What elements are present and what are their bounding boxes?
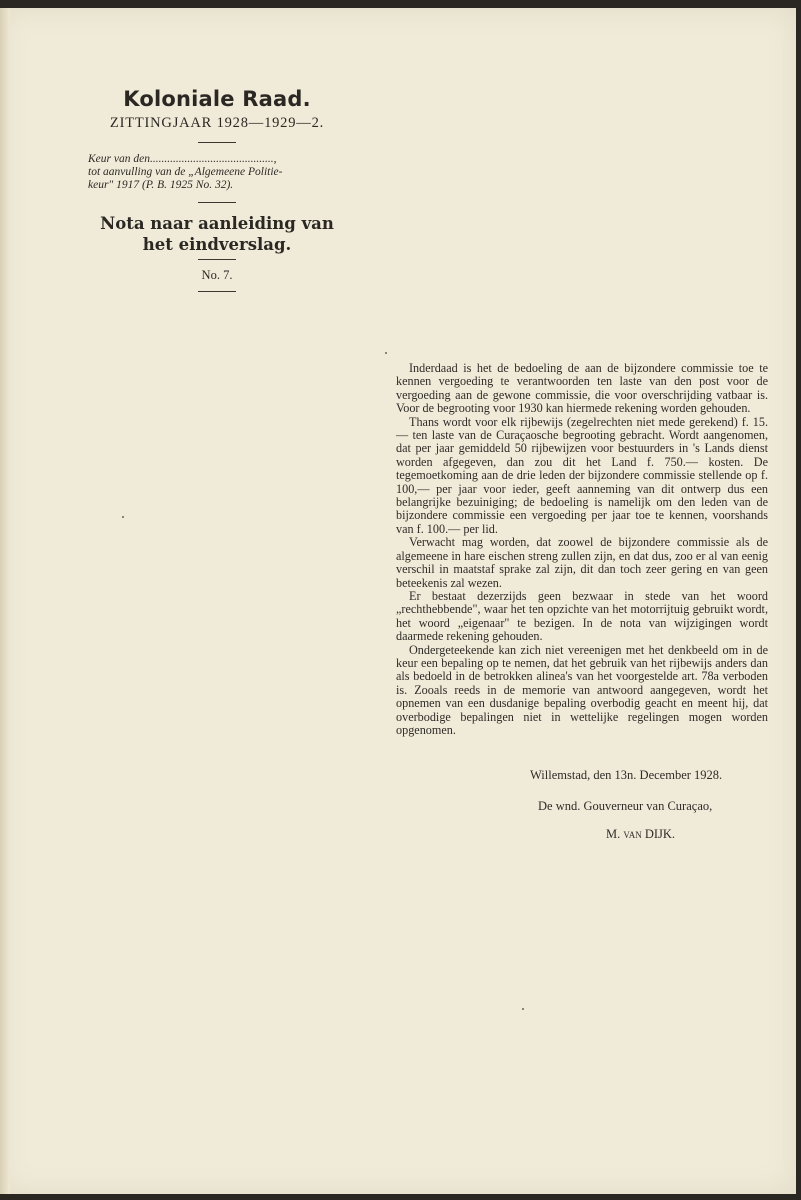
nota-title: Nota naar aanleiding van het eindverslag. [100, 214, 334, 254]
print-speck [522, 1008, 524, 1010]
signatory: M. van DIJK. [606, 827, 676, 841]
body-text [396, 362, 768, 737]
divider [198, 259, 236, 260]
paragraph: Thans wordt voor elk rijbewijs (zegelrechten niet mede gerekend) f. 15.— ten laste van de Curaçaosche begrooting gebracht. Wordt aangenomen, dat per jaar gemiddeld 50 rijbewijzen voor bestuurders in 's Lands dienst worden afgegeven, dan zou dit het Land f. 750.— kosten. De tegemoetkoming aan de drie leden der bijzondere commissie stellende op f. 100,— per jaar voor ieder, geeft aanneming van dit ontwerp dus een belangrijke bezuiniging; de bedoeling is namelijk om den leden van de bijzondere commissie een vergoeding per jaar toe te kennen, voorshands van f. 100.— per lid. [396, 414, 768, 536]
print-speck [385, 352, 387, 354]
divider [198, 291, 236, 292]
session-subtitle: ZITTINGJAAR 1928—1929—2. [109, 115, 325, 131]
keur-line: Keur van den..........................................., [88, 153, 277, 165]
nota-number: No. 7. [201, 268, 233, 282]
divider [198, 142, 236, 143]
paragraph: Er bestaat dezerzijds geen bezwaar in stede van het woord „rechthebbende", waar het ten opzichte van het motorrijtuig gebruikt wordt, het woord „eigenaar" te bezigen. In de nota van wijzigingen wordt daarmede rekening gehouden. [396, 588, 768, 644]
keur-description [86, 153, 348, 192]
divider [198, 202, 236, 203]
place-date: Willemstad, den 13n. December 1928. [530, 768, 723, 782]
keur-line: keur" 1917 (P. B. 1925 No. 32). [88, 179, 234, 191]
print-speck [122, 516, 124, 518]
signature-role: De wnd. Gouverneur van Curaçao, [538, 799, 713, 813]
paragraph: Ondergeteekende kan zich niet vereenigen met het denkbeeld om in de keur een bepaling op te nemen, dat het gebruik van het rijbewijs anders dan als bedoeld in de betrokken alinea's van het voorgestelde art. 78a verboden is. Zooals reeds in de memorie van antwoord aangegeven, wordt het opnemen van een dusdanige bepaling overbodig geacht en meent hij, dat overbodige bepalingen niet in wettelijke regelingen mogen worden opgenomen. [396, 642, 768, 737]
paragraph: Inderdaad is het de bedoeling de aan de bijzondere commissie toe te kennen vergoeding te verantwoorden ten laste van den post voor de vergoeding aan de gewone commissie, die voor overschrijding vatbaar is. Voor de begrooting voor 1930 kan hiermede rekening worden gehouden. [396, 361, 768, 416]
keur-line: tot aanvulling van de „Algemeene Politie- [88, 166, 283, 178]
document-page [0, 8, 796, 1194]
page-title: Koloniale Raad. [123, 87, 311, 111]
header-column [86, 80, 348, 302]
page-edge [0, 8, 10, 1194]
paragraph: Verwacht mag worden, dat zoowel de bijzondere commissie als de algemeene in hare eischen streng zullen zijn, en dat dus, zoo er al van eenig verschil in maatstaf sprake zal zijn, dit dan toch zeer gering en van geen beteekenis zal wezen. [396, 535, 768, 590]
